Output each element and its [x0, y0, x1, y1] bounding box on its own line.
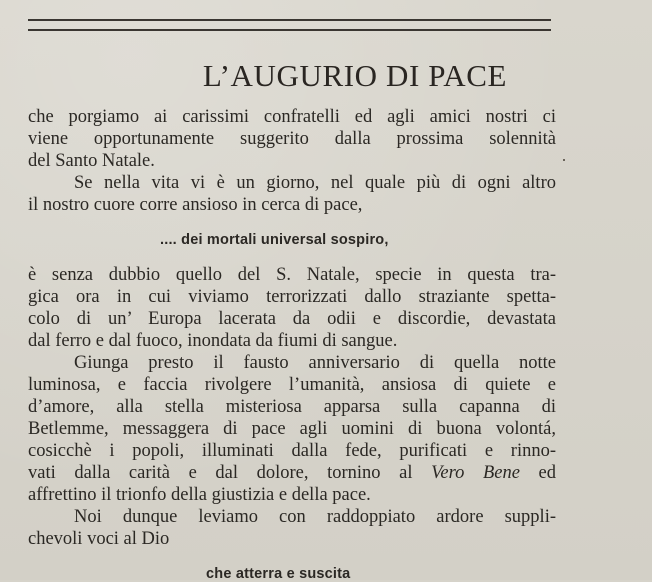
top-rule: [28, 19, 551, 21]
article-line-15: [28, 462, 556, 484]
article-line-3: del Santo Natale.: [28, 151, 155, 171]
speck-mark: [563, 159, 565, 161]
article-line-10: Giunga presto il fausto anniversario di quella notte: [74, 353, 556, 373]
article-line-15-start: vati dalla carità e dal dolore, tornino al: [28, 463, 413, 483]
quotation-2: che atterra e suscita: [206, 566, 351, 582]
article-line-5: il nostro cuore corre ansioso in cerca di pace,: [28, 195, 363, 215]
article-line-12: d’amore, alla stella misteriosa apparsa sulla capanna di: [28, 397, 556, 417]
article-line-6: è senza dubbio quello del S. Natale, specie in questa tra-: [28, 265, 556, 285]
page-title: L’AUGURIO DI PACE: [202, 58, 508, 93]
top-rule-lower: [28, 29, 551, 31]
article-line-9: dal ferro e dal fuoco, inondata da fiumi di sangue.: [28, 331, 398, 351]
article-line-17: Noi dunque leviamo con raddoppiato ardore suppli-: [74, 507, 556, 527]
article-line-2: viene opportunamente suggerito dalla prossima solennità: [28, 129, 556, 149]
article-line-15-end: ed: [538, 463, 557, 483]
article-line-8: colo di un’ Europa lacerata da odii e discordie, devastata: [28, 309, 556, 329]
article-body: [28, 264, 556, 550]
article-line-18: chevoli voci al Dio: [28, 529, 170, 549]
article-line-14: cosicchè i popoli, illuminati dalla fede, purificati e rinno-: [28, 441, 556, 461]
article-line-7: gica ora in cui viviamo terrorizzati dallo straziante spetta-: [28, 287, 556, 307]
article-line-16: affrettino il trionfo della giustizia e della pace.: [28, 485, 371, 505]
article-intro: [28, 106, 556, 216]
article-line-15-italic: Vero Bene: [431, 463, 520, 483]
article-line-4: Se nella vita vi è un giorno, nel quale più di ogni altro: [74, 173, 556, 193]
article-line-13: Betlemme, messaggera di pace agli uomini di buona volontá,: [28, 419, 556, 439]
quotation-1: .... dei mortali universal sospiro,: [160, 232, 389, 248]
article-line-1: che porgiamo ai carissimi confratelli ed agli amici nostri ci: [28, 107, 556, 127]
article-line-11: luminosa, e faccia rivolgere l’umanità, ansiosa di quiete e: [28, 375, 556, 395]
